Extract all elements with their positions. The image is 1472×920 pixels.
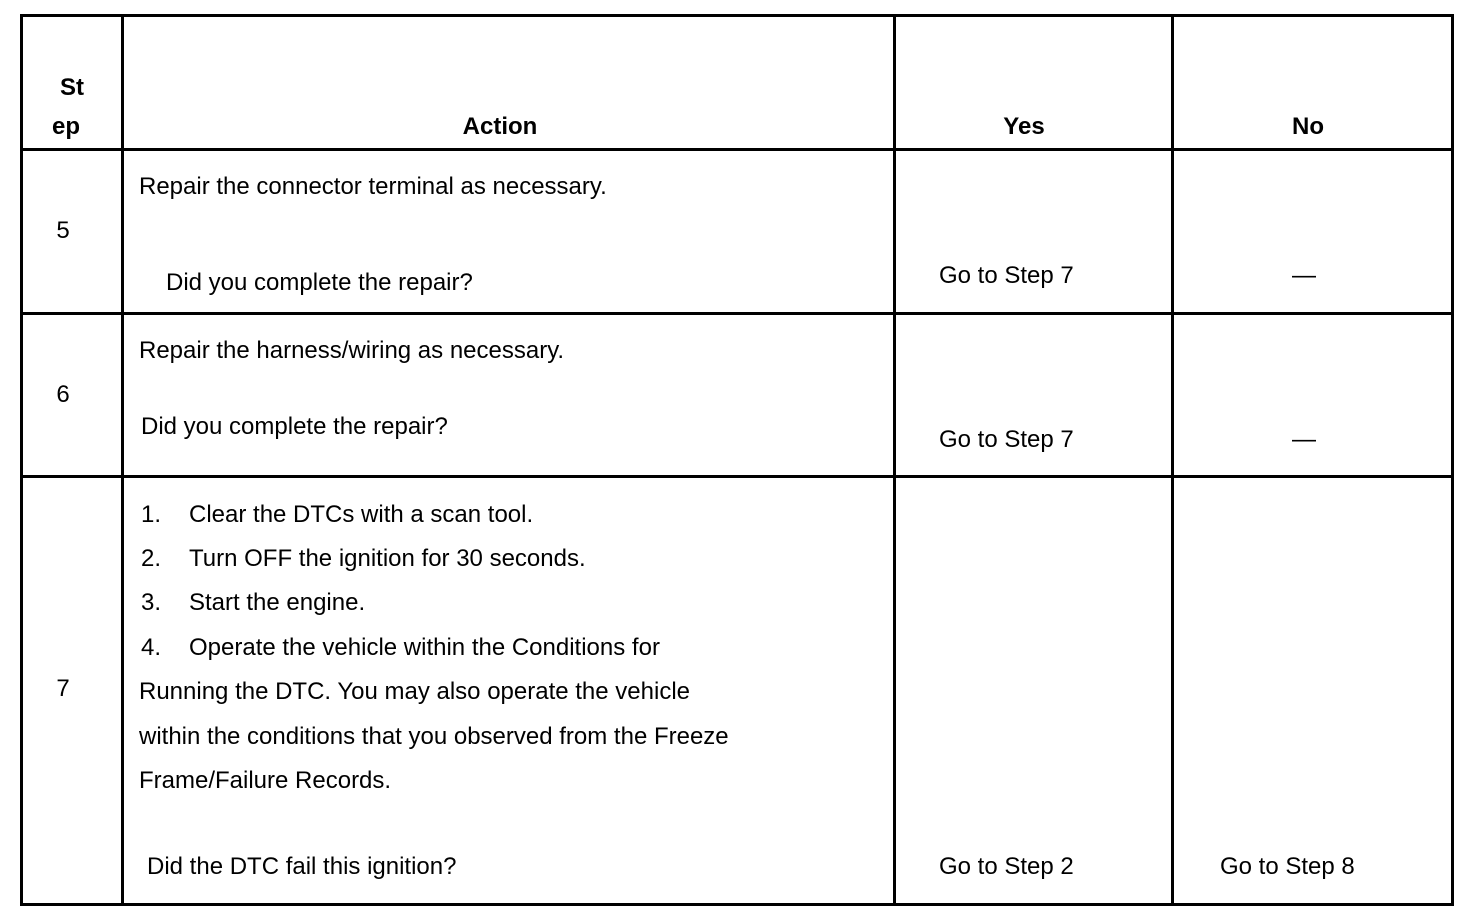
step-number: 6 xyxy=(56,381,70,408)
action-question: Did the DTC fail this ignition? xyxy=(147,853,457,880)
list-number: 4. xyxy=(141,634,162,661)
no-result: Go to Step 8 xyxy=(1220,853,1355,880)
table-border-left xyxy=(20,14,23,906)
list-number: 1. xyxy=(141,501,162,528)
column-divider xyxy=(121,14,124,906)
list-text: Operate the vehicle within the Conditions for xyxy=(189,634,660,661)
action-text: Repair the connector terminal as necessary. xyxy=(139,173,607,200)
list-text: Turn OFF the ignition for 30 seconds. xyxy=(189,545,586,572)
continuation-line: within the conditions that you observed from the Freeze xyxy=(139,723,729,750)
table-border-bottom xyxy=(20,903,1454,906)
header-yes: Yes xyxy=(1003,113,1045,140)
header-step-line1: St xyxy=(60,74,84,101)
continuation-line: Running the DTC. You may also operate the vehicle xyxy=(139,678,691,705)
action-question: Did you complete the repair? xyxy=(141,413,448,440)
step-number: 7 xyxy=(56,675,70,702)
step-number: 5 xyxy=(56,217,70,244)
column-divider xyxy=(893,14,896,906)
continuation-line: Frame/Failure Records. xyxy=(139,767,392,794)
list-text: Clear the DTCs with a scan tool. xyxy=(189,501,534,528)
diagnostic-table xyxy=(20,14,1454,906)
header-divider xyxy=(20,148,1454,151)
list-number: 3. xyxy=(141,589,162,616)
no-result: — xyxy=(1292,426,1316,453)
header-no: No xyxy=(1292,113,1324,140)
table-border-right xyxy=(1451,14,1454,906)
yes-result: Go to Step 7 xyxy=(939,262,1074,289)
action-question: Did you complete the repair? xyxy=(166,269,473,296)
header-step-line2: ep xyxy=(51,113,80,140)
table-border-top xyxy=(20,14,1454,17)
list-item xyxy=(141,545,586,573)
no-result: — xyxy=(1292,262,1316,289)
list-text: Start the engine. xyxy=(189,589,366,616)
list-number: 2. xyxy=(141,545,162,572)
yes-result: Go to Step 2 xyxy=(939,853,1074,880)
row-divider xyxy=(20,312,1454,315)
header-action: Action xyxy=(462,113,538,140)
row-divider xyxy=(20,475,1454,478)
action-text: Repair the harness/wiring as necessary. xyxy=(139,337,565,364)
list-item xyxy=(141,634,660,662)
yes-result: Go to Step 7 xyxy=(939,426,1074,453)
list-item xyxy=(141,589,365,617)
column-divider xyxy=(1171,14,1174,906)
list-item xyxy=(141,501,533,529)
